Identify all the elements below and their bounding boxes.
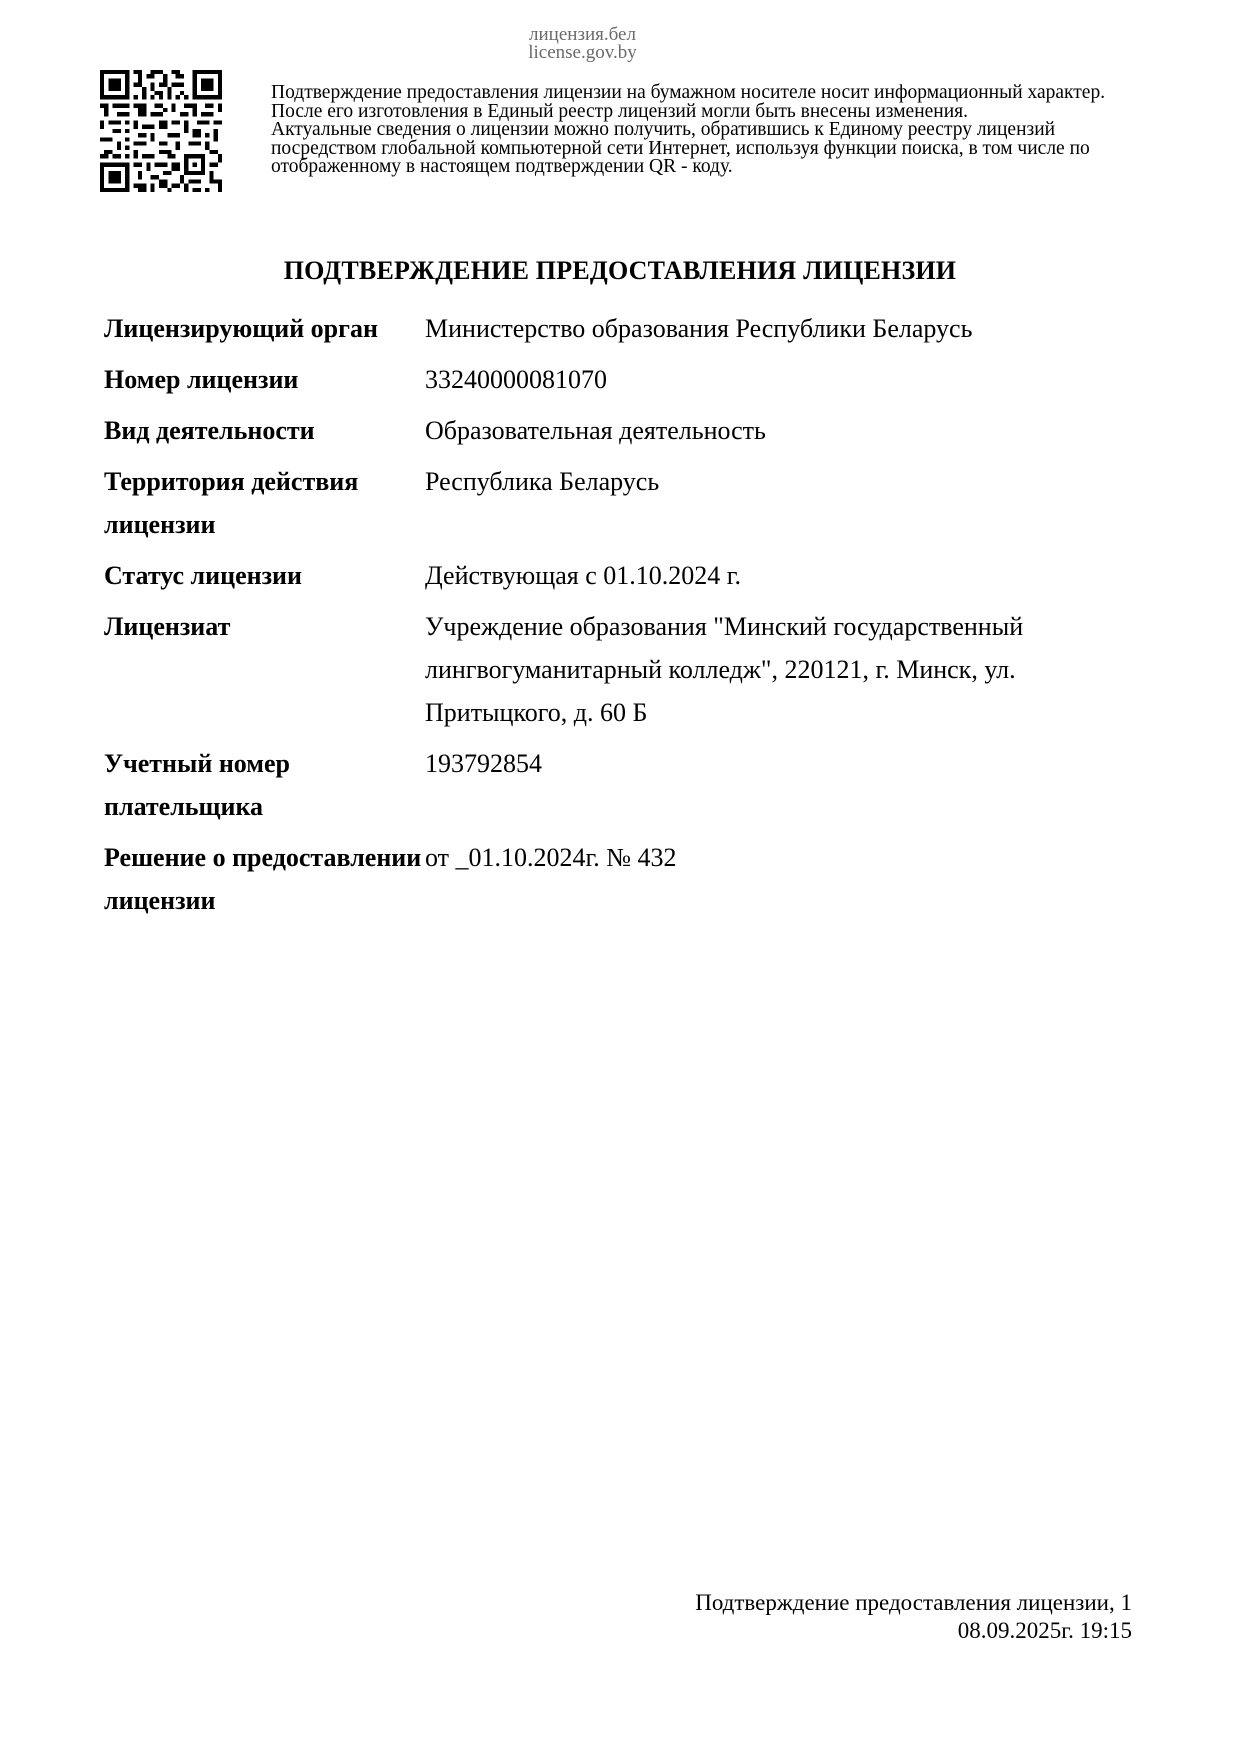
field-value: Действующая с 01.10.2024 г. (425, 561, 742, 590)
license-fields (104, 307, 1164, 930)
disclaimer-text (271, 84, 1171, 177)
disclaimer-line: После его изготовления в Единый реестр лицензий могли быть внесены изменения. (271, 100, 969, 122)
field-row-licensing-authority (104, 307, 1164, 350)
field-label: Территория действия лицензии (104, 467, 359, 539)
field-row-license-number (104, 358, 1164, 401)
field-row-territory (104, 460, 1164, 546)
disclaimer-line: посредством глобальной компьютерной сети Интернет, используя функции поиска, в том числе по (271, 137, 1090, 159)
field-label: Статус лицензии (104, 561, 302, 590)
field-value: 193792854 (425, 749, 542, 778)
field-value: Учреждение образования "Минский государственный лингвогуманитарный колледж", 220121, г. Минск, ул. Притыцкого, д. 60 Б (425, 612, 1024, 727)
field-label: Номер лицензии (104, 365, 299, 394)
footer-timestamp: 08.09.2025г. 19:15 (957, 1618, 1132, 1643)
field-value: Республика Беларусь (425, 467, 660, 496)
field-value: Министерство образования Республики Беларусь (425, 314, 973, 343)
disclaimer-line: отображенному в настоящем подтверждении QR - коду. (271, 156, 733, 177)
document-title: ПОДТВЕРЖДЕНИЕ ПРЕДОСТАВЛЕНИЯ ЛИЦЕНЗИИ (283, 256, 957, 285)
field-row-licensee (104, 605, 1164, 734)
field-label: Вид деятельности (104, 416, 315, 445)
site-domain-latin[interactable]: license.gov.by (528, 42, 637, 63)
field-row-license-status (104, 554, 1164, 597)
page-footer (695, 1589, 1132, 1645)
field-value: Образовательная деятельность (425, 416, 766, 445)
disclaimer-line: Подтверждение предоставления лицензии на бумажном носителе носит информационный характер. (271, 82, 1106, 103)
site-header (500, 26, 665, 62)
site-domain-cyrillic[interactable]: лицензия.бел (529, 24, 636, 45)
footer-page-label: Подтверждение предоставления лицензии, 1 (695, 1590, 1132, 1615)
disclaimer-line: Актуальные сведения о лицензии можно получить, обратившись к Единому реестру лицензий (271, 119, 1056, 140)
field-label: Лицензиат (104, 612, 231, 641)
field-label: Лицензирующий орган (104, 314, 378, 343)
field-value: от _01.10.2024г. № 432 (425, 843, 677, 872)
field-label: Учетный номер плательщика (104, 749, 291, 821)
field-row-decision (104, 836, 1164, 922)
field-row-taxpayer-number (104, 742, 1164, 828)
qr-code-icon (100, 70, 222, 192)
field-value: 33240000081070 (425, 365, 607, 394)
field-label: Решение о предоставлении лицензии (104, 843, 422, 915)
field-row-activity-type (104, 409, 1164, 452)
